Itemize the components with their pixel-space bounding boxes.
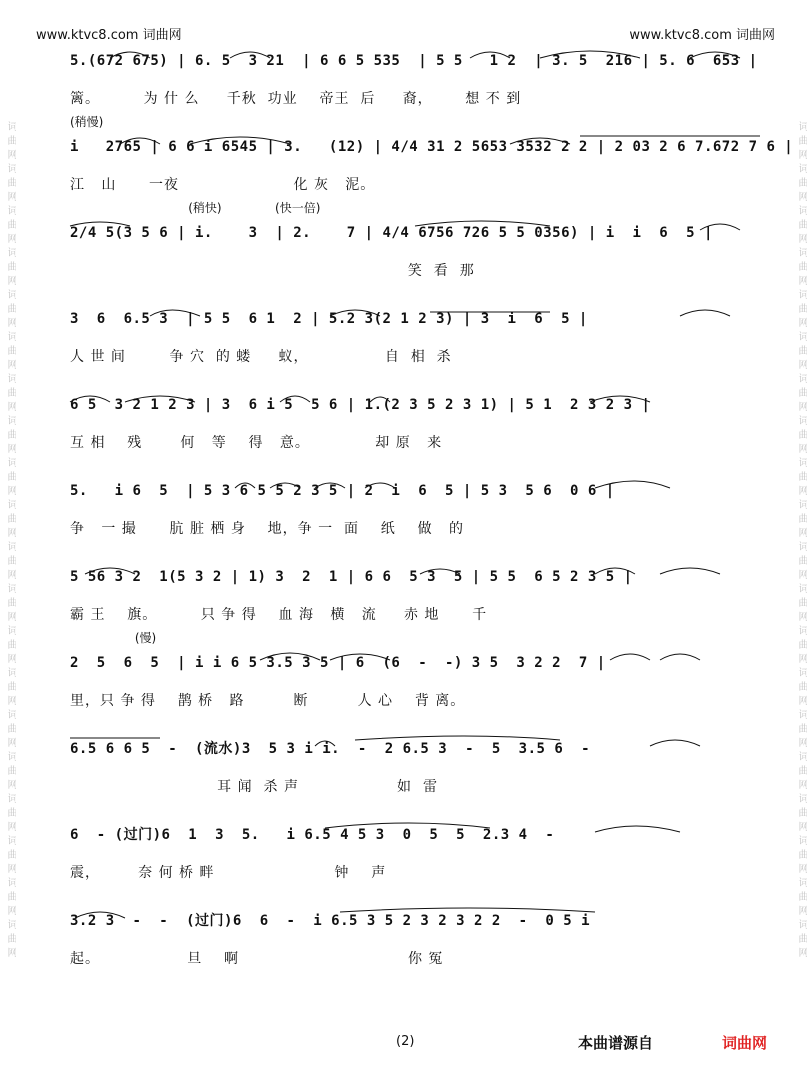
notation-line: 2 5 6 5 | i i 6 5 3.5 3 5 | 6 (6 - -) 3 5 3 2 2 7 |	[70, 655, 606, 671]
tempo-mark: (稍慢)	[70, 115, 104, 129]
notation-line: 6 - (过门)6 1 3 5. i 6.5 4 5 3 0 5 5 2.3 4 -	[70, 827, 555, 843]
notation-line: 5 56 3 2 1(5 3 2 | 1) 3 2 1 | 6 6 5 3 5 | 5 5 6 5 2 3 5 |	[70, 569, 633, 585]
tempo-mark	[70, 372, 770, 388]
tempo-mark	[70, 458, 770, 474]
notation-line: 3 6 6.5 3 | 5 5 6 1 2 | 5.2 3(2 1 2 3) | 3 i 6 5 |	[70, 311, 588, 327]
lyrics-line: 互 相 残 何 等 得 意。 却 原 来	[70, 435, 443, 451]
notation-line: 6 5 3 2 1 2 3 | 3 6 i 5 5 6 | 1.(2 3 5 2 3 1) | 5 1 2 3 2 3 |	[70, 397, 651, 413]
side-watermark-right: 词曲网词曲网词曲网词曲网词曲网词曲网词曲网词曲网词曲网词曲网词曲网词曲网词曲网词曲网词曲网词曲网词曲网词曲网词曲网词曲网	[796, 120, 807, 961]
side-watermark-left: 词曲网词曲网词曲网词曲网词曲网词曲网词曲网词曲网词曲网词曲网词曲网词曲网词曲网词曲网词曲网词曲网词曲网词曲网词曲网词曲网	[5, 120, 16, 961]
page-footer	[0, 1032, 809, 1056]
lyrics-line: 震， 奈 何 桥 畔 钟 声	[70, 865, 387, 881]
header-url-right[interactable]: www.ktvc8.com 词曲网	[629, 28, 775, 43]
header-url-left[interactable]: www.ktvc8.com 词曲网	[36, 28, 182, 43]
tempo-mark: (稍快) (快一倍)	[70, 201, 321, 215]
tempo-mark	[70, 544, 770, 560]
tempo-mark	[70, 28, 770, 44]
score-row-11	[70, 904, 770, 990]
notation-line: 2/4 5(3 5 6 | i. 3 | 2. 7 | 4/4 6756 726 5 5 0356) | i i 6 5 |	[70, 225, 713, 241]
lyrics-line: 里，只 争 得 鹊 桥 路 断 人 心 背 离。	[70, 693, 466, 709]
tempo-mark: (慢)	[70, 631, 157, 645]
source-label: 本曲谱源自	[578, 1034, 654, 1052]
lyrics-line: 人 世 间 争 穴 的 蝼 蚁， 自 相 杀	[70, 349, 452, 365]
tempo-mark	[70, 802, 770, 818]
lyrics-line: 起。 旦 啊 你 冤	[70, 951, 444, 967]
notation-line: 5. i 6 5 | 5 3 6 5 5 2 3 5 | 2 i 6 5 | 5 3 5 6 0 6 |	[70, 483, 615, 499]
lyrics-line: 争 一 撮 肮 脏 栖 身 地，争 一 面 纸 做 的	[70, 521, 464, 537]
lyrics-line: 耳 闻 杀 声 如 雷	[70, 779, 438, 795]
tempo-mark	[70, 286, 770, 302]
lyrics-line: 篱。 为 什 么 千秋 功业 帝王 后 裔， 想 不 到	[70, 91, 522, 107]
page-number: (2)	[396, 1034, 415, 1049]
music-score	[70, 44, 794, 990]
lyrics-line: 霸 王 旗。 只 争 得 血 海 横 流 赤 地 千	[70, 607, 488, 623]
lyrics-line: 江 山 一夜 化 灰 泥。	[70, 177, 376, 193]
tempo-mark	[70, 888, 770, 904]
notation-line: 5.(672 675) | 6. 5 3 21 | 6 6 5 535 | 5 5 1 2 | 3. 5 216 | 5. 6 653 |	[70, 53, 758, 69]
notation-line: i 2765 | 6 6 i 6545 | 3. (12) | 4/4 31 2 5653 3532 2 2 | 2 03 2 6 7.672 7 6 |	[70, 139, 794, 155]
notation-line: 3.2 3 - - (过门)6 6 - i 6.5 3 5 2 3 2 3 2 2 - 0 5 i	[70, 913, 591, 929]
brand-link[interactable]: 词曲网	[722, 1034, 768, 1052]
notation-line: 6.5 6 6 5 - (流水)3 5 3 i i. - 2 6.5 3 - 5 3.5 6 -	[70, 741, 591, 757]
lyrics-line: 笑 看 那	[70, 263, 475, 279]
tempo-mark	[70, 716, 770, 732]
